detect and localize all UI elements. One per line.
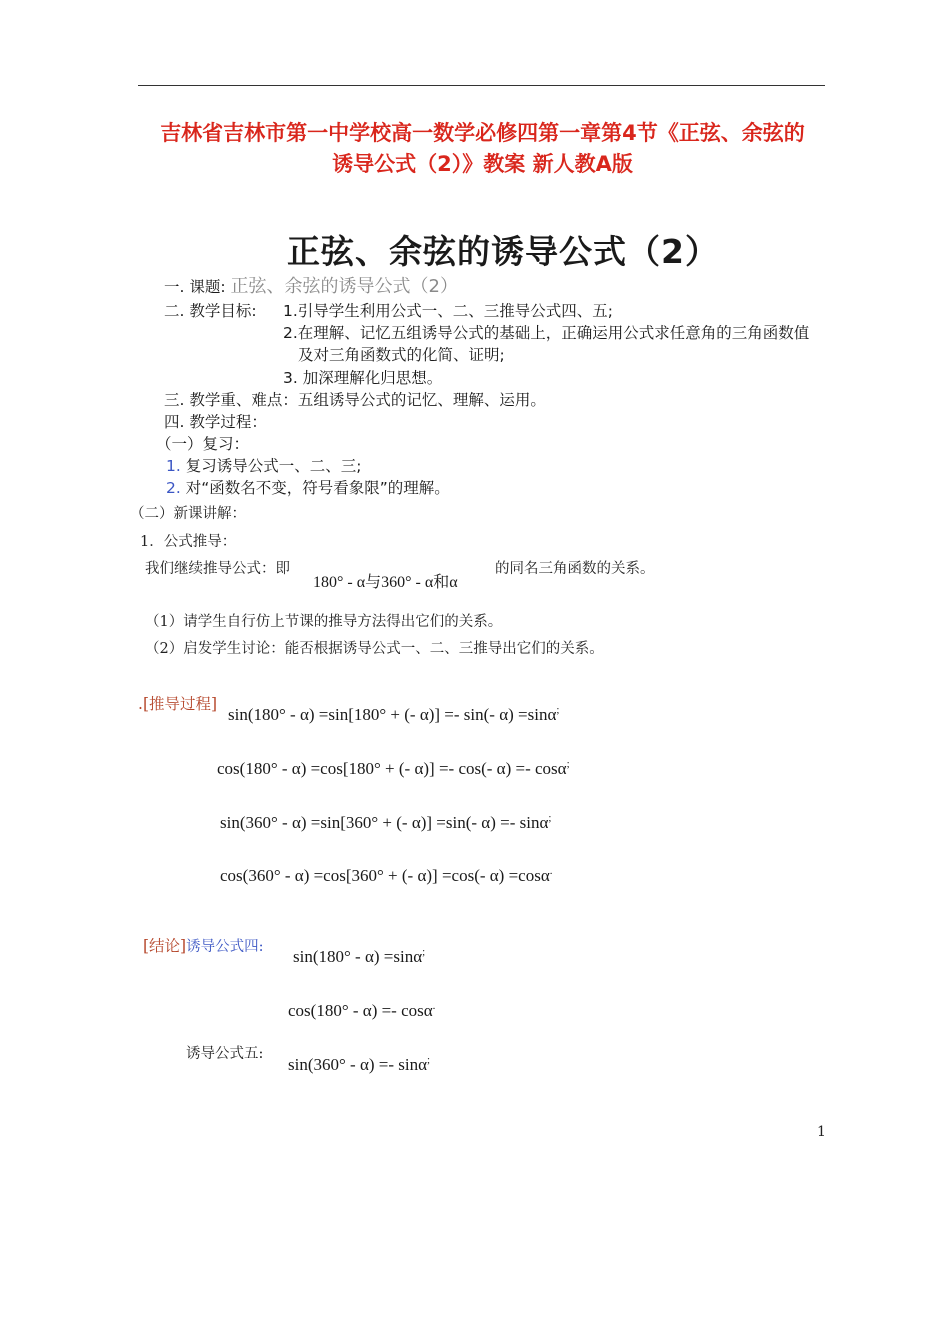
formula-5a-end: ;	[427, 1054, 431, 1066]
derivation-label-dot: .	[138, 695, 143, 713]
derivation-label	[138, 692, 217, 714]
formula-4b-body: cos(180° - α) =- cosα	[288, 1001, 433, 1020]
equation-2-body: cos(180° - α) =cos[180° + (- α)] =- cos(- α) =- cosα	[217, 759, 567, 778]
lesson-title: 正弦、余弦的诱导公式（2）	[287, 232, 719, 271]
formula-4a-end: ;	[422, 946, 426, 958]
item-process: 四. 教学过程：	[164, 413, 267, 431]
title-line-2: 诱导公式（2）》教案 新人教A版	[332, 152, 633, 176]
review-item-1	[166, 454, 361, 476]
review-item-1-text: 复习诱导公式一、二、三;	[185, 457, 362, 475]
equation-3-body: sin(360° - α) =sin[360° + (- α)] =sin(- α) =- sinα	[220, 813, 549, 832]
intro-text-before: 我们继续推导公式：即	[145, 561, 290, 577]
item-key-points: 三. 教学重、难点：五组诱导公式的记忆、理解、运用。	[164, 391, 546, 409]
review-heading: （一）复习：	[156, 435, 250, 453]
equation-1-end: ;	[556, 704, 560, 716]
formula-4-label: 诱导公式四:	[186, 939, 264, 955]
review-item-2-number: 2.	[166, 479, 181, 497]
formula-5a-body: sin(360° - α) =- sinα	[288, 1055, 428, 1074]
header-rule	[138, 85, 825, 86]
step-1: （1）请学生自行仿上节课的推导方法得出它们的关系。	[145, 614, 503, 630]
intro-text-after: 的同名三角函数的关系。	[495, 561, 655, 577]
goal-1: 1.引导学生利用公式一、二、三推导公式四、五;	[283, 302, 614, 320]
derivation-label-text: [推导过程]	[142, 695, 218, 713]
equation-3	[220, 812, 551, 833]
review-item-2	[166, 476, 450, 498]
review-item-1-number: 1.	[166, 457, 181, 475]
step-2: （2）启发学生讨论：能否根据诱导公式一、二、三推导出它们的关系。	[145, 641, 604, 657]
equation-1	[228, 704, 559, 725]
item-topic-prefix: 一. 课题:	[164, 278, 226, 296]
item-topic-value: 正弦、余弦的诱导公式（2）	[230, 276, 458, 297]
goal-2-line-2: 及对三角函数式的化简、证明;	[298, 346, 505, 364]
formula-4b	[288, 1000, 435, 1021]
intro-math: 180° - α与360° - α和α	[313, 574, 458, 591]
page-number: 1	[817, 1124, 826, 1140]
conclusion-label	[143, 934, 264, 956]
item-topic	[164, 272, 458, 298]
equation-2-end: ;	[566, 758, 570, 770]
equation-2	[217, 758, 570, 779]
conclusion-bracket: [结论]	[143, 937, 187, 955]
formula-derivation-heading: 1．公式推导：	[140, 534, 237, 550]
goal-2-line-1: 2.在理解、记忆五组诱导公式的基础上，正确运用公式求任意角的三角函数值	[283, 324, 810, 342]
item-goals-prefix: 二. 教学目标:	[164, 302, 257, 320]
equation-4	[220, 865, 553, 886]
formula-4b-end: .	[432, 1000, 436, 1012]
formula-4a-body: sin(180° - α) =sinα	[293, 947, 423, 966]
equation-4-end: .	[549, 865, 553, 877]
equation-4-body: cos(360° - α) =cos[360° + (- α)] =cos(- α) =cosα	[220, 866, 550, 885]
review-item-2-text: 对“函数名不变，符号看象限”的理解。	[185, 479, 450, 497]
formula-5-label: 诱导公式五:	[186, 1046, 264, 1062]
formula-5a	[288, 1054, 430, 1075]
formula-4a	[293, 946, 425, 967]
equation-3-end: ;	[548, 812, 552, 824]
document-title	[120, 118, 845, 180]
equation-1-body: sin(180° - α) =sin[180° + (- α)] =- sin(- α) =sinα	[228, 705, 557, 724]
new-lesson-heading: （二）新课讲解：	[130, 506, 246, 522]
goal-3: 3. 加深理解化归思想。	[283, 369, 443, 387]
title-line-1: 吉林省吉林市第一中学校高一数学必修四第一章第4节《正弦、余弦的	[160, 121, 805, 145]
